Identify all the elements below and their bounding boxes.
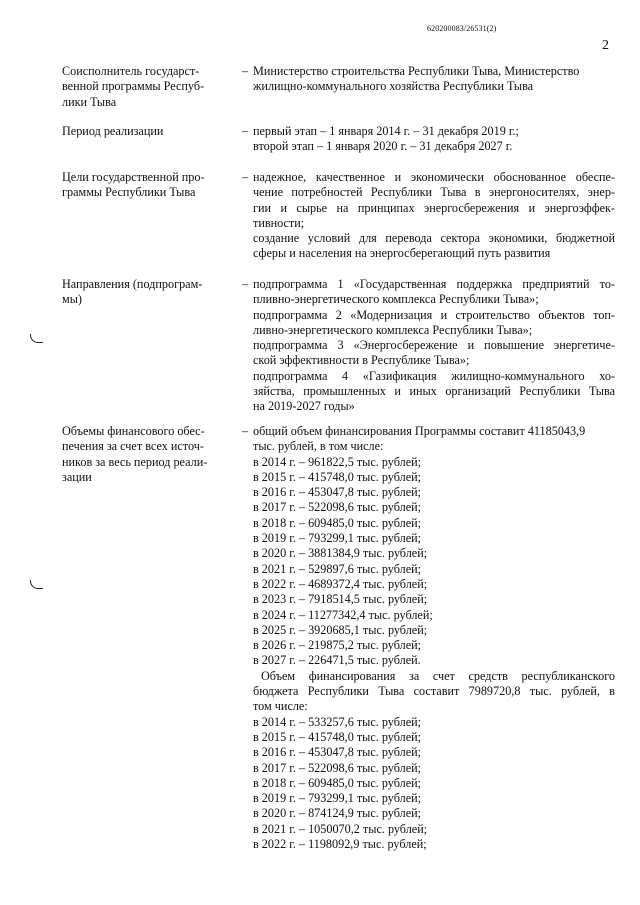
value-line: сферы и населения на энергосберегающий путь развития — [253, 246, 551, 261]
value-line: подпрограмма 4 «Газификация жилищно-коммунального хо- — [253, 368, 615, 383]
value-line: надежное, качественное и экономически обоснованное обеспе- — [253, 170, 615, 184]
year-line: в 2016 г. – 453047,8 тыс. рублей; — [253, 745, 422, 760]
funding-total-line: общий объем финансирования Программы составит 41185043,9 — [253, 424, 586, 438]
value-line: на 2019-2027 годы» — [253, 399, 355, 414]
funding-republic-years — [253, 715, 615, 853]
value-line: тивности; — [253, 215, 305, 230]
year-line: в 2021 г. – 1050070,2 тыс. рублей; — [253, 821, 428, 836]
value-line: подпрограмма 1 «Государственная поддержка предприятий то- — [253, 277, 615, 291]
funding-total-years — [253, 455, 615, 669]
label-line: печения за счет всех источ- — [62, 439, 204, 454]
value-line: подпрограмма 3 «Энергосбережение и повышение энергетиче- — [253, 338, 615, 353]
republic-intro-line: том числе: — [253, 699, 308, 714]
label-goals — [62, 170, 232, 201]
year-line: в 2018 г. – 609485,0 тыс. рублей; — [253, 515, 422, 530]
dash-marker: – — [242, 170, 249, 184]
year-line: в 2020 г. – 874124,9 тыс. рублей; — [253, 806, 422, 821]
value-line: подпрограмма 2 «Модернизация и строительство объектов топ- — [253, 307, 615, 322]
year-line: в 2017 г. – 522098,6 тыс. рублей; — [253, 500, 422, 515]
label-line: Объемы финансового обес- — [62, 424, 205, 438]
funding-republic-intro — [253, 669, 615, 715]
margin-hole-mark — [30, 580, 43, 589]
year-line: в 2026 г. – 219875,2 тыс. рублей; — [253, 638, 422, 653]
page-number: 2 — [602, 38, 609, 53]
value-line: первый этап – 1 января 2014 г. – 31 декабря 2019 г.; — [253, 124, 519, 138]
republic-intro-line: бюджета Республики Тыва составит 7989720,8 тыс. рублей, в — [253, 684, 615, 699]
dash-marker: – — [242, 277, 249, 291]
value-co-executor — [253, 64, 615, 95]
label-line: Период реализации — [62, 124, 164, 138]
year-line: в 2015 г. – 415748,0 тыс. рублей; — [253, 469, 422, 484]
year-line: в 2021 г. – 529897,6 тыс. рублей; — [253, 561, 422, 576]
value-line: ской эффективности в Республике Тыва»; — [253, 353, 470, 368]
label-directions — [62, 277, 232, 308]
value-line: пливно-энергетического комплекса Республики Тыва»; — [253, 292, 539, 307]
label-line: зации — [62, 469, 92, 484]
label-funding — [62, 424, 232, 485]
year-line: в 2022 г. – 4689372,4 тыс. рублей; — [253, 576, 428, 591]
value-directions — [253, 277, 615, 415]
year-line: в 2018 г. – 609485,0 тыс. рублей; — [253, 775, 422, 790]
label-line: граммы Республики Тыва — [62, 185, 196, 200]
year-line: в 2014 г. – 961822,5 тыс. рублей; — [253, 454, 422, 469]
value-line: Министерство строительства Республики Тыва, Министерство — [253, 64, 580, 78]
year-line: в 2015 г. – 415748,0 тыс. рублей; — [253, 729, 422, 744]
label-line: Соисполнитель государст- — [62, 64, 200, 78]
year-line: в 2017 г. – 522098,6 тыс. рублей; — [253, 760, 422, 775]
republic-intro-line: Объем финансирования за счет средств республиканского — [261, 668, 615, 683]
value-line: жилищно-коммунального хозяйства Республики Тыва — [253, 79, 534, 94]
value-line: гии и сырье на принципах энергосбережения и энергоэффек- — [253, 200, 615, 215]
year-line: в 2014 г. – 533257,6 тыс. рублей; — [253, 714, 422, 729]
value-line: зяйства, промышленных и иных организаций Республики Тыва — [253, 384, 615, 399]
dash-marker: – — [242, 424, 249, 438]
label-line: Цели государственной про- — [62, 170, 205, 184]
year-line: в 2022 г. – 1198092,9 тыс. рублей; — [253, 837, 427, 852]
value-funding — [253, 424, 615, 852]
value-line: второй этап – 1 января 2020 г. – 31 декабря 2027 г. — [253, 139, 513, 154]
dash-marker: – — [242, 124, 249, 138]
document-id: 620200083/26531(2) — [427, 24, 497, 33]
year-line: в 2016 г. – 453047,8 тыс. рублей; — [253, 485, 422, 500]
year-line: в 2019 г. – 793299,1 тыс. рублей; — [253, 531, 422, 546]
year-line: в 2025 г. – 3920685,1 тыс. рублей; — [253, 622, 428, 637]
margin-hole-mark — [30, 334, 43, 343]
value-line: ливно-энергетического комплекса Республики Тыва»; — [253, 322, 533, 337]
funding-total-line: тыс. рублей, в том числе: — [253, 439, 384, 454]
label-period — [62, 124, 232, 139]
label-line: ников за весь период реали- — [62, 454, 208, 469]
year-line: в 2023 г. – 7918514,5 тыс. рублей; — [253, 592, 428, 607]
label-line: венной программы Респуб- — [62, 79, 205, 94]
value-line: создание условий для перевода сектора экономики, бюджетной — [253, 231, 615, 246]
label-line: мы) — [62, 292, 82, 307]
dash-marker: – — [242, 64, 249, 78]
year-line: в 2024 г. – 11277342,4 тыс. рублей; — [253, 607, 433, 622]
year-line: в 2020 г. – 3881384,9 тыс. рублей; — [253, 546, 428, 561]
value-goals — [253, 170, 615, 262]
label-line: Направления (подпрограм- — [62, 277, 203, 291]
value-period — [253, 124, 615, 155]
year-line: в 2027 г. – 226471,5 тыс. рублей. — [253, 653, 421, 668]
label-line: лики Тыва — [62, 94, 117, 109]
label-co-executor — [62, 64, 232, 110]
value-line: чение потребностей Республики Тыва в энергоносителях, энер- — [253, 185, 615, 200]
year-line: в 2019 г. – 793299,1 тыс. рублей; — [253, 791, 422, 806]
